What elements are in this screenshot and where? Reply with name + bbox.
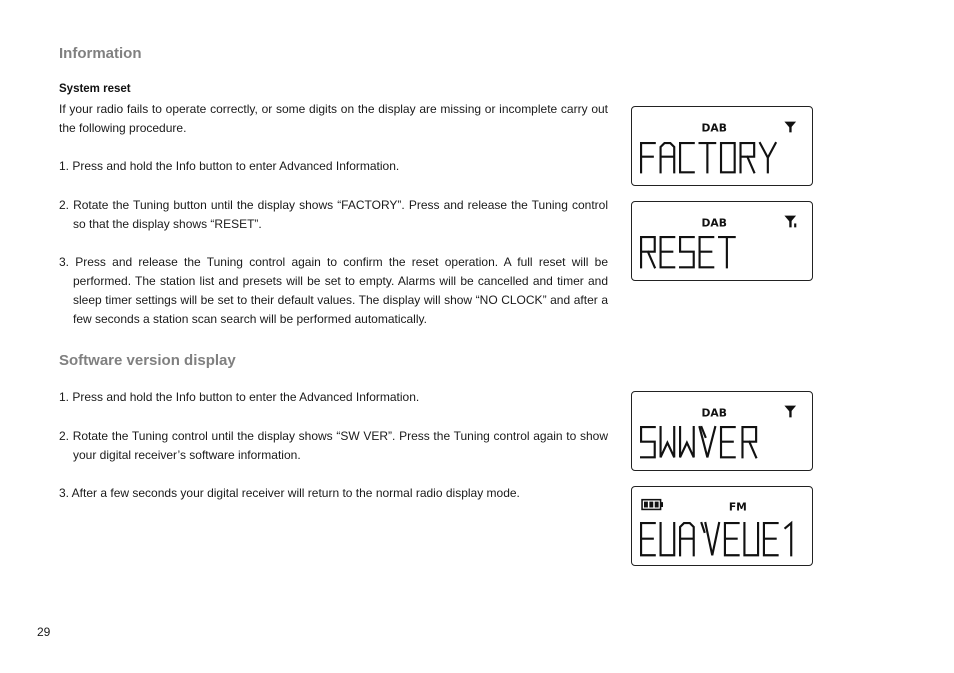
lcd-display-factory [631,106,813,186]
lcd-display-software-version [631,486,813,566]
lcd-mode-label: DAB [701,121,727,135]
lcd-display-reset [631,201,813,281]
lcd-segment-text [641,427,756,457]
section-heading-information: Information [59,45,142,62]
signal-antenna-weak-icon [784,216,796,228]
page-number: 29 [37,625,51,639]
lcd-segment-text [641,143,776,172]
system-reset-step-2: 2. Rotate the Tuning button until the display shows “FACTORY”. Press and release the Tuning control so that the display shows “RESET”. [59,198,608,231]
software-version-step-2: 2. Rotate the Tuning control until the display shows “SW VER”. Press the Tuning control again to show your digital receiver’s software information. [59,429,608,462]
system-reset-step-1: 1. Press and hold the Info button to enter Advanced Information. [59,159,400,173]
system-reset-step-3: 3. Press and release the Tuning control again to confirm the reset operation. A full reset will be performed. The station list and presets will be set to empty. Alarms will be cancelled and timer and sleep timer settings will be set to their default values. The display will show “NO CLOCK” and after a few seconds a station scan search will be performed automatically. [59,255,608,326]
sub-heading-system-reset: System reset [59,83,131,95]
signal-antenna-icon [784,122,796,133]
section-heading-software-version: Software version display [59,352,236,369]
lcd-mode-label: DAB [701,406,727,420]
lcd-segment-text [641,237,735,267]
signal-antenna-icon [784,406,796,418]
lcd-segment-text [641,523,791,555]
lcd-mode-label: FM [728,500,747,514]
lcd-display-sw-ver [631,391,813,471]
system-reset-intro: If your radio fails to operate correctly, or some digits on the display are missing or incomplete carry out the following procedure. [59,102,608,135]
lcd-mode-label: DAB [701,216,727,230]
software-version-step-1: 1. Press and hold the Info button to enter the Advanced Information. [59,390,420,404]
battery-icon [642,500,663,510]
software-version-step-3: 3. After a few seconds your digital receiver will return to the normal radio display mode. [59,486,520,500]
